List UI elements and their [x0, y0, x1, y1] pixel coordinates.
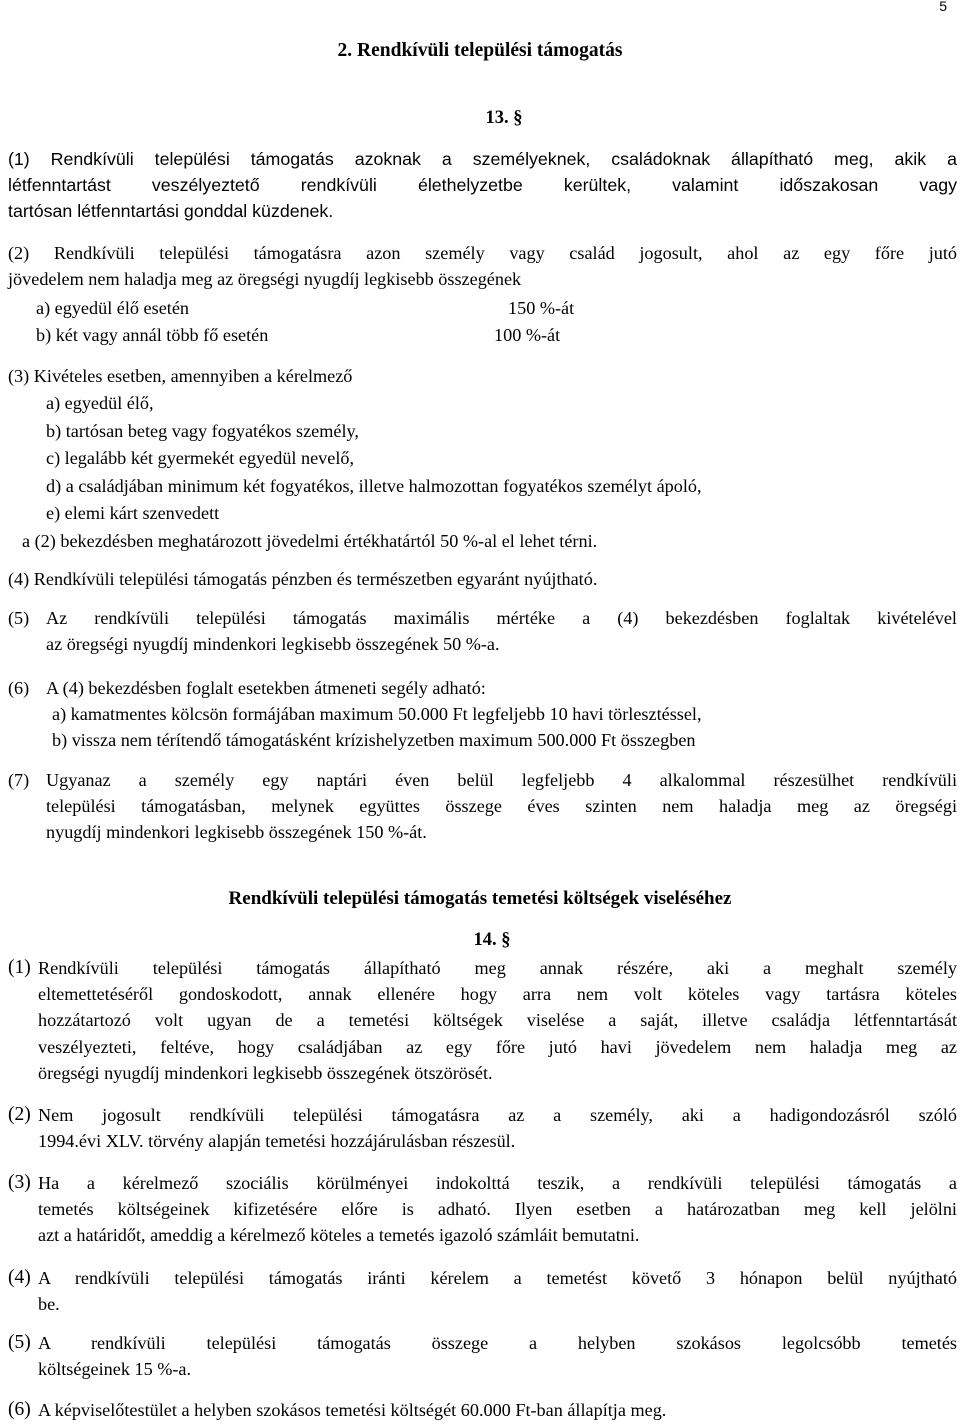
paragraph-14-4 — [8, 1265, 957, 1317]
text-line: tartósan létfenntartási gonddal küzdenek. — [8, 201, 334, 222]
text-line: temetés költségeinek kifizetésére előre is adható. Ilyen esetben a határozatban meg kell jelölni — [38, 1199, 957, 1220]
paragraph-label: (6) — [8, 1399, 31, 1420]
text-line: be. — [38, 1294, 60, 1315]
paragraph-14-2 — [8, 1102, 957, 1154]
paragraph-number-13: 13. § — [485, 108, 523, 128]
list-item-label: a) egyedül élő esetén — [36, 298, 190, 318]
text-line: Ha a kérelmező szociális körülményei indokolttá teszik, a rendkívüli települési támogatás a — [38, 1173, 957, 1193]
list-item-label: b) két vagy annál több fő esetén — [36, 325, 269, 345]
page-number: 5 — [939, 0, 947, 14]
paragraph-label: (7) — [8, 770, 30, 790]
paragraph-number-14: 14. § — [473, 930, 511, 950]
paragraph-14-3 — [8, 1170, 957, 1249]
list-item-value: 100 %-át — [494, 325, 561, 345]
paragraph-13-5 — [8, 605, 957, 657]
text-line: költségeinek 15 %-a. — [38, 1359, 192, 1380]
text-line: Nem jogosult rendkívüli települési támogatásra az a személy, aki a hadigondozásról szóló — [38, 1105, 957, 1125]
paragraph-label: (1) — [8, 957, 31, 978]
paragraph-13-1 — [8, 146, 957, 225]
text-line: az öregségi nyugdíj mindenkori legkisebb összegének 50 %-a. — [46, 634, 500, 655]
paragraph-label: (2) — [8, 1104, 31, 1125]
paragraph-label: (5) — [8, 608, 30, 628]
text-line: Rendkívüli települési támogatás állapítható meg annak részére, aki a meghalt személy — [38, 958, 957, 978]
list-item: b) vissza nem térítendő támogatásként krízishelyzetben maximum 500.000 Ft összegben — [52, 730, 696, 751]
text-line: A képviselőtestület a helyben szokásos temetési költségét 60.000 Ft-ban állapítja meg. — [38, 1400, 667, 1420]
paragraph-label: (5) — [8, 1332, 31, 1353]
paragraph-13-6 — [8, 675, 957, 754]
text-line: veszélyezteti, feltéve, hogy családjában az egy főre jutó havi jövedelem nem haladja meg az — [38, 1036, 957, 1057]
text-line: 1994.évi XLV. törvény alapján temetési hozzájárulásban részesül. — [38, 1131, 516, 1152]
paragraph-14-6 — [8, 1397, 957, 1423]
text-line: létfenntartást veszélyeztető rendkívüli élethelyzetbe kerültek, valamint időszakosan vagy — [8, 175, 957, 196]
paragraph-label: (6) — [8, 678, 30, 698]
text-line: A rendkívüli települési támogatás iránti kérelem a temetést követő 3 hónapon belül nyújtható — [38, 1268, 957, 1288]
section-title-funeral: Rendkívüli települési támogatás temetési költségek viseléséhez — [228, 888, 732, 909]
text-line: (1) Rendkívüli települési támogatás azoknak a személyeknek, családoknak állapítható meg, akik a — [8, 149, 957, 169]
text-line: A (4) bekezdésben foglalt esetekben átmeneti segély adható: — [46, 678, 486, 698]
list-item: a) kamatmentes kölcsön formájában maximum 50.000 Ft legfeljebb 10 havi törlesztéssel, — [52, 704, 702, 725]
text-line: öregségi nyugdíj mindenkori legkisebb összegének ötszörösét. — [38, 1062, 493, 1083]
list-item: a) egyedül élő, — [46, 393, 154, 413]
paragraph-label: (4) — [8, 1267, 31, 1288]
paragraph-label: (3) — [8, 1172, 31, 1193]
text-line: nyugdíj mindenkori legkisebb összegének 150 %-át. — [46, 822, 427, 843]
list-item-value: 150 %-át — [508, 298, 575, 318]
list-item: b) tartósan beteg vagy fogyatékos személy, — [46, 421, 359, 441]
paragraph-13-4: (4) Rendkívüli települési támogatás pénzben és természetben egyaránt nyújtható. — [8, 569, 598, 589]
text-line: Az rendkívüli települési támogatás maximális mértéke a (4) bekezdésben foglaltak kivételével — [46, 608, 957, 628]
list-item: e) elemi kárt szenvedett — [46, 503, 220, 523]
text-line: hozzátartozó volt ugyan de a temetési költségek viselése a saját, illetve családja létfenntartását — [38, 1010, 957, 1031]
text-line: eltemettetéséről gondoskodott, annak ellenére hogy arra nem volt köteles vagy tartásra köteles — [38, 984, 957, 1005]
section-title: 2. Rendkívüli települési támogatás — [337, 40, 623, 61]
text-line: jövedelem nem haladja meg az öregségi nyugdíj legkisebb összegének — [8, 269, 522, 290]
paragraph-13-3-intro: (3) Kivételes esetben, amennyiben a kérelmező — [8, 366, 353, 386]
text-line: A rendkívüli települési támogatás összege a helyben szokásos legolcsóbb temetés — [38, 1333, 957, 1353]
paragraph-14-5 — [8, 1330, 957, 1382]
paragraph-13-7 — [8, 767, 957, 846]
text-line: Ugyanaz a személy egy naptári éven belül legfeljebb 4 alkalommal részesülhet rendkívüli — [46, 770, 957, 790]
text-line: (2) Rendkívüli települési támogatásra azon személy vagy család jogosult, ahol az egy főre jutó — [8, 243, 957, 263]
list-item: d) a családjában minimum két fogyatékos, illetve halmozottan fogyatékos személyt ápoló, — [46, 476, 702, 496]
paragraph-14-1 — [8, 955, 957, 1086]
text-line: települési támogatásban, melynek együttes összege éves szinten nem haladja meg az öregségi — [46, 796, 957, 817]
text-line: azt a határidőt, ameddig a kérelmező köteles a temetés igazoló számláit bemutatni. — [38, 1225, 640, 1246]
list-item: c) legalább két gyermekét egyedül nevelő, — [46, 448, 355, 468]
paragraph-13-3-closing: a (2) bekezdésben meghatározott jövedelmi értékhatártól 50 %-al el lehet térni. — [22, 531, 598, 551]
paragraph-13-2 — [8, 240, 957, 292]
